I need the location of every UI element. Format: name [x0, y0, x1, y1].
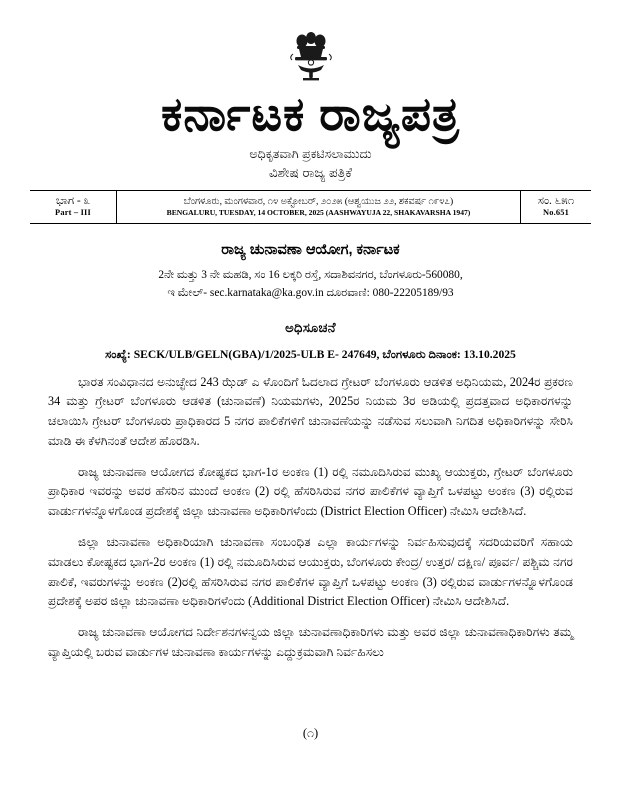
banner-number-cell: [521, 191, 591, 223]
paragraph: ರಾಜ್ಯ ಚುನಾವಣಾ ಆಯೋಗದ ಕೋಷ್ಟಕದ ಭಾಗ-1ರ ಅಂಕಣ (1) ರಲ್ಲಿ ನಮೂದಿಸಿರುವ ಮುಖ್ಯ ಆಯುಕ್ತರು, ಗ್ರೇಟರ್ ಬೆಂಗಳೂರು ಪ್ರಾಧಿಕಾರ ಇವರನ್ನು ಅವರ ಹೆಸರಿನ ಮುಂದೆ ಅಂಕಣ (2) ರಲ್ಲಿ ಹೆಸರಿಸಿರುವ ನಗರ ಪಾಲಿಕೆಗಳ ವ್ಯಾಪ್ತಿಗೆ ಒಳಪಟ್ಟು ಅಂಕಣ (3) ರಲ್ಲಿರುವ ವಾರ್ಡುಗಳನ್ನೊಳಗೊಂಡ ಪ್ರದೇಶಕ್ಕೆ ಜಿಲ್ಲಾ ಚುನಾವಣಾ ಅಧಿಕಾರಿಗಳೆಂದು (District Election Officer) ನೇಮಿಸಿ ಆದೇಶಿಸಿದೆ.: [48, 464, 573, 519]
subtitle-official: ಅಧಿಕೃತವಾಗಿ ಪ್ರಕಟಿಸಲಾಮುದು: [249, 147, 372, 161]
banner-place-kn: ಬೆಂಗಳೂರು, ಮಂಗಳವಾರ, ೧೪ ಅಕ್ಟೋಬರ್, ೨೦೨೫ (ಆಶ್ವಯುಜ ೨೨, ಶಕವರ್ಷ ೧೯೪೭): [183, 195, 454, 207]
banner-part-kn: ಭಾಗ - ೩: [55, 195, 91, 207]
emblem-icon: [285, 28, 337, 84]
reference-number-line: ಸಂಖ್ಯೆ: SECK/ULB/GELN(GBA)/1/2025-ULB E- 247649, ಬೆಂಗಳೂರು ದಿನಾಂಕ: 13.10.2025: [105, 347, 516, 361]
banner-number-en: No.651: [542, 208, 570, 218]
banner-row: [30, 191, 591, 224]
page-sheet: [30, 0, 591, 663]
paragraph: ಜಿಲ್ಲಾ ಚುನಾವಣಾ ಅಧಿಕಾರಿಯಾಗಿ ಚುನಾವಣಾ ಸಂಬಂಧಿತ ಎಲ್ಲಾ ಕಾರ್ಯಗಳನ್ನು ನಿರ್ವಹಿಸುವುದಕ್ಕೆ ಸದರಿಯವರಿಗೆ ಸಹಾಯ ಮಾಡಲು ಕೋಷ್ಟಕದ ಭಾಗ-2ರ ಅಂಕಣ (1) ರಲ್ಲಿ ನಮೂದಿಸಿರುವ ಆಯುಕ್ತರು, ಬೆಂಗಳೂರು ಕೇಂದ್ರ/ ಉತ್ತರ/ ದಕ್ಷಿಣ/ ಪೂರ್ವ/ ಪಶ್ಚಿಮ ನಗರ ಪಾಲಿಕೆ, ಇವರುಗಳನ್ನು ಅಂಕಣ (2)ರಲ್ಲಿ ಹೆಸರಿಸಿರುವ ನಗರ ಪಾಲಿಕೆಗಳ ವ್ಯಾಪ್ತಿಗೆ ಒಳಪಟ್ಟು ಅಂಕಣ (3) ರಲ್ಲಿರುವ ವಾರ್ಡುಗಳನ್ನೊಳಗೊಂಡ ಪ್ರದೇಶಕ್ಕೆ ಅಪರ ಜಿಲ್ಲಾ ಚುನಾವಣಾ ಅಧಿಕಾರಿಗಳೆಂದು (Additional District Election Officer) ನೇಮಿಸಿ ಆದೇಶಿಸಿದೆ.: [48, 535, 573, 609]
state-emblem: [30, 0, 591, 84]
organisation-title: ರಾಜ್ಯ ಚುನಾವಣಾ ಆಯೋಗ, ಕರ್ನಾಟಕ: [221, 242, 400, 259]
notification-heading: ಅಧಿಸೂಚನೆ: [285, 319, 336, 335]
paragraph: ರಾಜ್ಯ ಚುನಾವಣಾ ಆಯೋಗದ ನಿರ್ದೇಶನಗಳನ್ವಯ ಜಿಲ್ಲಾ ಚುನಾವಣಾಧಿಕಾರಿಗಳು ಮತ್ತು ಅವರ ಜಿಲ್ಲಾ ಚುನಾವಣಾಧಿಕಾರಿಗಳು ತಮ್ಮ ವ್ಯಾಪ್ತಿಯಲ್ಲಿ ಬರುವ ವಾರ್ಡುಗಳ ಚುನಾವಣಾ ಕಾರ್ಯಗಳನ್ನು ಎದ್ದುಕ್ರಮವಾಗಿ ನಿರ್ವಹಿಸಲು: [48, 625, 573, 659]
paragraph: ಭಾರತ ಸಂವಿಧಾನದ ಅನುಚ್ಛೇದ 243 ಝೆಡ್ ಎ ಳೊಂದಿಗೆ ಓದಲಾದ ಗ್ರೇಟರ್ ಬೆಂಗಳೂರು ಆಡಳಿತ ಅಧಿನಿಯಮ, 2024ರ ಪ್ರಕರಣ 34 ಮತ್ತು ಗ್ರೇಟರ್ ಬೆಂಗಳೂರು ಆಡಳಿತ (ಚುನಾವಣೆ) ನಿಯಮಗಳು, 2025ರ ನಿಯಮ 3ರ ಅಡಿಯಲ್ಲಿ ಪ್ರದತ್ತವಾದ ಅಧಿಕಾರಗಳನ್ನು ಚಲಾಯಿಸಿ ಗ್ರೇಟರ್ ಬೆಂಗಳೂರು ಪ್ರಾಧಿಕಾರದ 5 ನಗರ ಪಾಲಿಕೆಗಳಿಗೆ ಚುನಾವಣೆಯನ್ನು ನಡೆಸುವ ಸಲುವಾಗಿ ನಿಗದಿತ ಅಧಿಕಾರಿಗಳನ್ನು ಸೇರಿಸಿ ಮಾಡಿ ಈ ಕೆಳಗಿನಂತೆ ಆದೇಶ ಹೊರಡಿಸಿ.: [48, 374, 573, 448]
banner-number-kn: ಸಂ. ೬೫೧: [537, 195, 575, 207]
banner-place-cell: [117, 191, 521, 223]
banner-part-en: Part – III: [55, 208, 91, 218]
document-body: [30, 224, 591, 662]
address-line-1: 2ನೇ ಮತ್ತು 3 ನೇ ಮಹಡಿ, ಸಂ 16 ಲಕ್ಕರಿ ರಸ್ತೆ, ಸದಾಶಿವನಗರ, ಬೆಂಗಳೂರು-560080,: [158, 269, 463, 282]
page-title: ಕರ್ನಾಟಕ ರಾಜ್ಯಪತ್ರ: [161, 87, 460, 140]
banner-place-en: BENGALURU, TUESDAY, 14 OCTOBER, 2025 (AASHWAYUJA 22, SHAKAVARSHA 1947): [166, 207, 471, 217]
subtitle-special-gazette: ವಿಶೇಷ ರಾಜ್ಯ ಪತ್ರಿಕೆ: [268, 165, 353, 180]
organisation-address: [48, 267, 573, 302]
banner-part-cell: [30, 191, 117, 223]
address-line-2: ಇ ಮೇಲ್- sec.karnataka@ka.gov.in ದೂರವಾಣಿ: 080-22205189/93: [167, 286, 454, 299]
page-number: (೧): [302, 726, 319, 740]
